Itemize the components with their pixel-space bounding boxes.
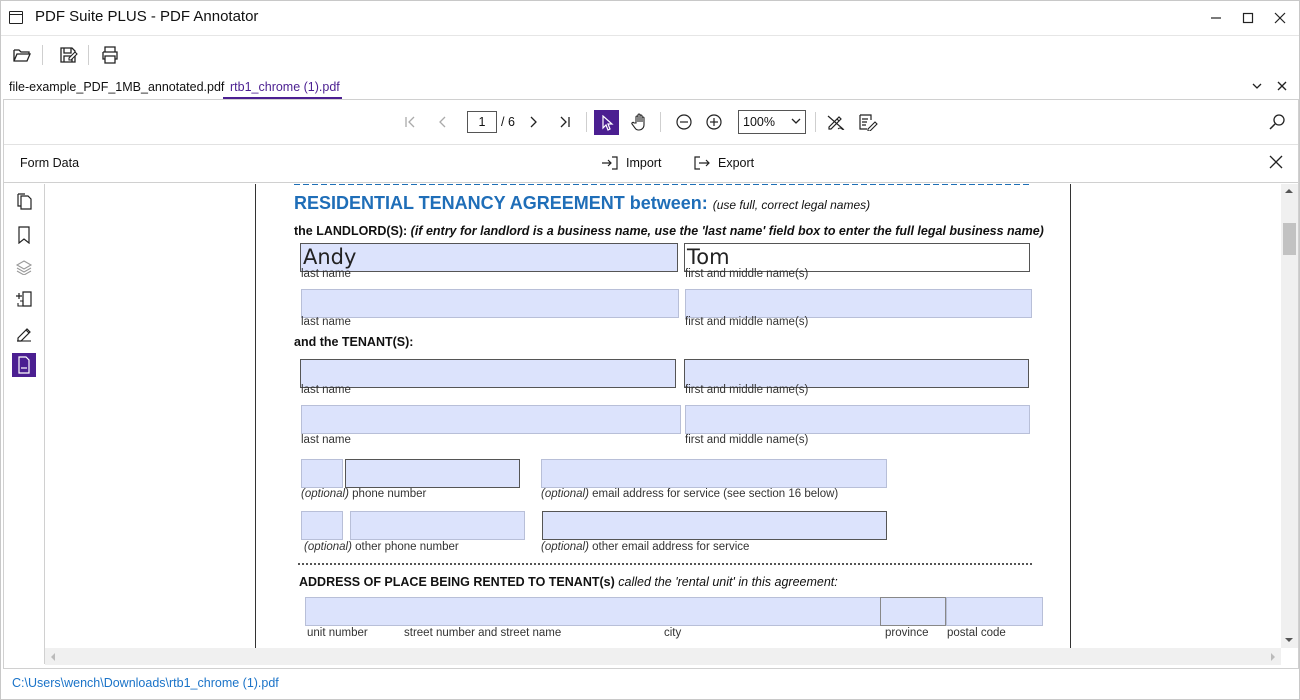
optional-tag: (optional) — [541, 488, 589, 500]
label-street: street number and street name — [404, 627, 562, 639]
form-document-icon — [17, 356, 31, 374]
landlord-1-last-name-value: Andy — [303, 245, 357, 269]
phone-number-label — [301, 488, 426, 500]
main-toolbar — [1, 35, 1299, 75]
open-folder-icon — [12, 46, 32, 64]
phone-area-code-field[interactable] — [301, 459, 343, 488]
scroll-down-arrow[interactable] — [1284, 636, 1294, 644]
chevron-right-icon — [526, 115, 540, 129]
other-email-label-text: other email address for service — [592, 541, 750, 553]
triangle-right-icon — [1269, 652, 1277, 662]
document-canvas[interactable] — [45, 184, 1281, 648]
other-email-label — [541, 541, 749, 553]
tenant-2-first-name-field[interactable] — [685, 405, 1030, 434]
sidebar-bookmarks-button[interactable] — [13, 224, 35, 246]
last-page-button[interactable] — [553, 110, 577, 134]
email-label-text: email address for service (see section 16 below) — [592, 488, 839, 500]
label-last-name: last name — [301, 434, 351, 446]
other-phone-number-field[interactable] — [350, 511, 525, 540]
toolbar-separator — [88, 45, 89, 65]
close-icon — [1274, 12, 1286, 24]
vertical-scroll-thumb[interactable] — [1283, 223, 1296, 255]
toolbar-separator — [815, 112, 816, 132]
label-postal-code: postal code — [947, 627, 1006, 639]
scroll-right-arrow[interactable] — [1269, 652, 1277, 662]
prev-page-button[interactable] — [431, 110, 455, 134]
pages-icon — [16, 193, 32, 211]
optional-tag: (optional) — [304, 541, 352, 553]
sidebar-attachments-button[interactable] — [13, 288, 35, 310]
search-icon — [1268, 113, 1286, 131]
close-icon — [1269, 155, 1283, 169]
triangle-down-icon — [1284, 636, 1294, 644]
label-unit-number: unit number — [307, 627, 368, 639]
next-page-button[interactable] — [521, 110, 545, 134]
sidebar-layers-button[interactable] — [13, 256, 35, 278]
label-first-middle: first and middle name(s) — [685, 316, 809, 328]
email-field[interactable] — [541, 459, 887, 488]
attachment-panel-icon — [15, 290, 33, 308]
cursor-arrow-icon — [600, 115, 614, 131]
tenant-2-last-name-field[interactable] — [301, 405, 681, 434]
tab-rtb1-chrome[interactable]: rtb1_chrome (1).pdf — [230, 80, 340, 94]
zoom-out-icon — [675, 113, 693, 131]
address-postal-code-field[interactable] — [946, 597, 1043, 626]
address-street-field[interactable] — [305, 597, 881, 626]
other-phone-label-text: other phone number — [355, 541, 459, 553]
status-file-path[interactable]: C:\Users\wench\Downloads\rtb1_chrome (1).pdf — [12, 676, 279, 690]
optional-tag: (optional) — [541, 541, 589, 553]
tenant-section-label: and the TENANT(S): — [294, 335, 414, 349]
toolbar-separator — [42, 45, 43, 65]
label-last-name: last name — [301, 316, 351, 328]
pdf-page — [255, 184, 1071, 648]
save-icon — [58, 45, 78, 65]
zoom-value: 100% — [743, 115, 775, 129]
label-first-middle: first and middle name(s) — [685, 434, 809, 446]
zoom-in-icon — [705, 113, 723, 131]
hand-icon — [631, 113, 649, 131]
agreement-heading-text: RESIDENTIAL TENANCY AGREEMENT between: — [294, 193, 708, 213]
bookmark-icon — [17, 226, 31, 244]
chevron-left-icon — [436, 115, 450, 129]
sidebar-annotations-button[interactable] — [13, 322, 35, 344]
pen-icon — [15, 324, 33, 342]
select-tool-button[interactable] — [594, 110, 619, 135]
sidebar-pages-button[interactable] — [13, 191, 35, 213]
zoom-in-button[interactable] — [702, 110, 726, 134]
chevron-down-icon — [790, 117, 802, 127]
toolbar-separator — [660, 112, 661, 132]
page-total: / 6 — [501, 115, 515, 129]
page-top-dashed-rule — [294, 184, 1029, 185]
sidebar-form-data-button[interactable] — [12, 353, 36, 377]
export-button[interactable] — [693, 153, 754, 173]
form-edit-button[interactable] — [856, 110, 880, 134]
scroll-up-arrow[interactable] — [1284, 187, 1294, 195]
open-button[interactable] — [10, 43, 34, 67]
close-icon — [1276, 80, 1288, 92]
address-province-field[interactable] — [880, 597, 946, 626]
close-tab-button[interactable] — [1276, 80, 1288, 92]
section-divider — [298, 563, 1032, 565]
last-page-icon — [558, 115, 572, 129]
other-phone-area-code-field[interactable] — [301, 511, 343, 540]
page-number-input[interactable]: 1 — [467, 111, 497, 133]
first-page-button[interactable] — [398, 110, 422, 134]
form-data-title: Form Data — [20, 156, 80, 170]
tab-file-example[interactable]: file-example_PDF_1MB_annotated.pdf — [9, 80, 225, 94]
scroll-left-arrow[interactable] — [49, 652, 57, 662]
email-label — [541, 488, 838, 500]
address-heading-text: ADDRESS OF PLACE BEING RENTED TO TENANT(s) — [299, 575, 615, 589]
import-button[interactable] — [601, 153, 661, 173]
toolbar-separator — [586, 112, 587, 132]
tenant-1-last-name-field[interactable] — [300, 359, 676, 388]
layers-icon — [15, 259, 33, 275]
label-last-name: last name — [301, 268, 351, 280]
label-first-middle: first and middle name(s) — [685, 268, 809, 280]
import-label: Import — [626, 156, 662, 170]
close-window-button[interactable] — [1263, 1, 1297, 34]
phone-number-field[interactable] — [345, 459, 520, 488]
landlord-1-first-name-value: Tom — [687, 245, 730, 269]
optional-tag: (optional) — [301, 488, 349, 500]
maximize-button[interactable] — [1231, 1, 1265, 34]
label-province: province — [885, 627, 929, 639]
triangle-up-icon — [1284, 187, 1294, 195]
minimize-button[interactable] — [1199, 1, 1233, 34]
print-button[interactable] — [98, 43, 122, 67]
maximize-icon — [1242, 12, 1254, 24]
label-first-middle: first and middle name(s) — [685, 384, 809, 396]
hide-annotations-button[interactable] — [824, 110, 848, 134]
agreement-heading-note: (use full, correct legal names) — [712, 198, 871, 212]
app-icon — [9, 11, 23, 24]
landlord-2-last-name-field[interactable] — [301, 289, 679, 318]
search-button[interactable] — [1265, 110, 1289, 134]
print-icon — [100, 45, 120, 65]
landlord-1-last-name-field[interactable] — [300, 243, 678, 272]
form-edit-icon — [858, 113, 878, 131]
label-last-name: last name — [301, 384, 351, 396]
close-form-data-button[interactable] — [1269, 155, 1283, 169]
address-note: called the 'rental unit' in this agreement: — [618, 575, 838, 589]
agreement-heading — [294, 193, 870, 214]
export-icon — [693, 155, 711, 171]
triangle-left-icon — [49, 652, 57, 662]
horizontal-scrollbar[interactable] — [45, 648, 1281, 665]
address-section-heading — [299, 575, 838, 589]
zoom-dropdown-arrow[interactable] — [790, 117, 802, 127]
other-email-field[interactable] — [542, 511, 887, 540]
landlord-note: (if entry for landlord is a business name, use the 'last name' field box to enter the full legal business name) — [410, 224, 1044, 238]
window-title: PDF Suite PLUS - PDF Annotator — [35, 8, 259, 25]
save-button[interactable] — [56, 43, 80, 67]
minimize-icon — [1210, 12, 1222, 24]
hand-tool-button[interactable] — [628, 110, 652, 134]
phone-label-text: phone number — [352, 488, 427, 500]
first-page-icon — [403, 115, 417, 129]
annotation-off-icon — [826, 113, 846, 131]
zoom-out-button[interactable] — [672, 110, 696, 134]
landlord-2-first-name-field[interactable] — [685, 289, 1032, 318]
landlord-section-label — [294, 224, 1044, 238]
tabs-dropdown-button[interactable] — [1251, 80, 1263, 92]
other-phone-label — [304, 541, 459, 553]
landlord-label: the LANDLORD(S): — [294, 224, 408, 238]
import-icon — [601, 155, 619, 171]
export-label: Export — [718, 156, 755, 170]
chevron-down-icon — [1251, 80, 1263, 92]
label-city: city — [664, 627, 682, 639]
